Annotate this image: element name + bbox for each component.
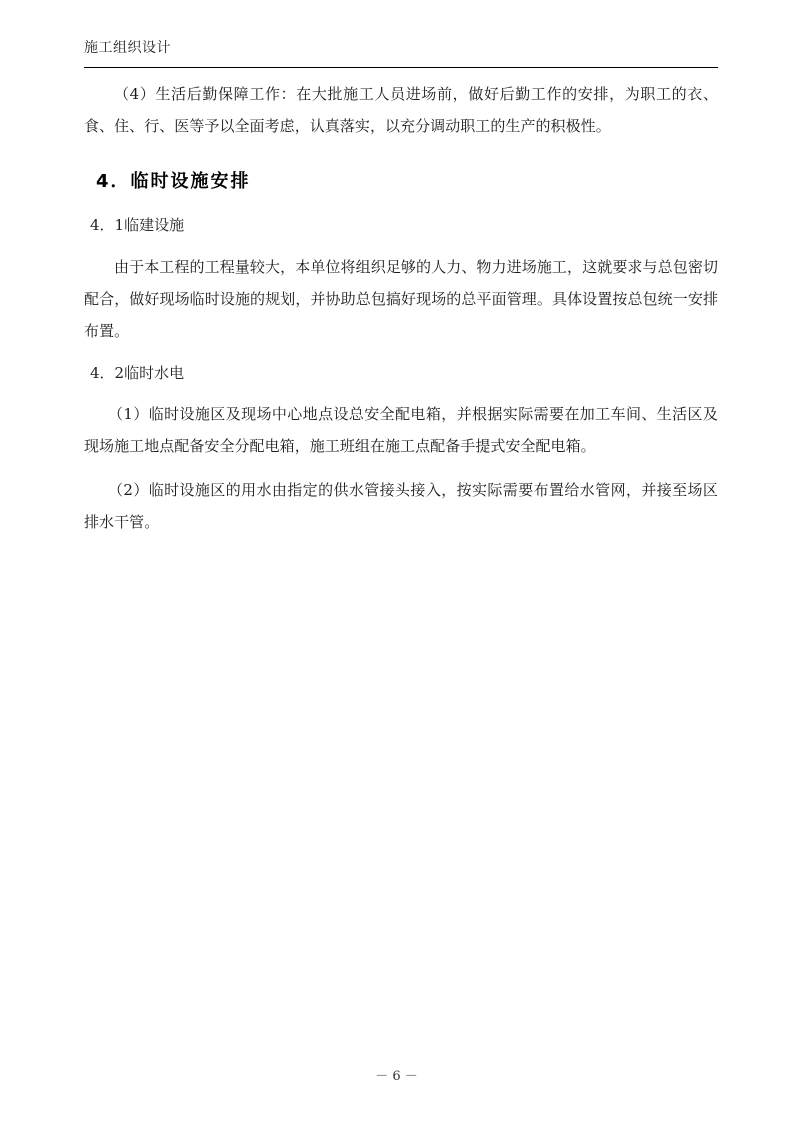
- paragraph-logistics: （4）生活后勤保障工作：在大批施工人员进场前，做好后勤工作的安排，为职工的衣、食、住、行、医等予以全面考虑，认真落实，以充分调动职工的生产的积极性。: [84, 85, 718, 135]
- section-title: 4．临时设施安排: [96, 171, 251, 192]
- subsection-title-temporary-facilities: 4．1临建设施: [90, 216, 185, 234]
- subsection-2-body-2: [84, 474, 718, 538]
- paragraph-temporary-facilities: 由于本工程的工程量较大，本单位将组织足够的人力、物力进场施工，这就要求与总包密切配合，做好现场临时设施的规划，并协助总包搞好现场的总平面管理。具体设置按总包统一安排布置。: [84, 258, 718, 340]
- paragraph-water-supply: （2）临时设施区的用水由指定的供水管接头接入，按实际需要布置给水管网，并接至场区排水干管。: [84, 481, 718, 531]
- page-header-title: 施工组织设计: [84, 40, 171, 56]
- header-divider: [84, 67, 718, 68]
- subsection-title-temporary-utilities: 4．2临时水电: [90, 364, 185, 382]
- subsection-1-body: [84, 251, 718, 347]
- intro-paragraph-block: [84, 78, 718, 142]
- page-number: － 6 －: [375, 1069, 418, 1084]
- subsection-2-body-1: [84, 398, 718, 462]
- paragraph-power-supply: （1）临时设施区及现场中心地点设总安全配电箱，并根据实际需要在加工车间、生活区及现场施工地点配备安全分配电箱，施工班组在施工点配备手提式安全配电箱。: [84, 405, 718, 455]
